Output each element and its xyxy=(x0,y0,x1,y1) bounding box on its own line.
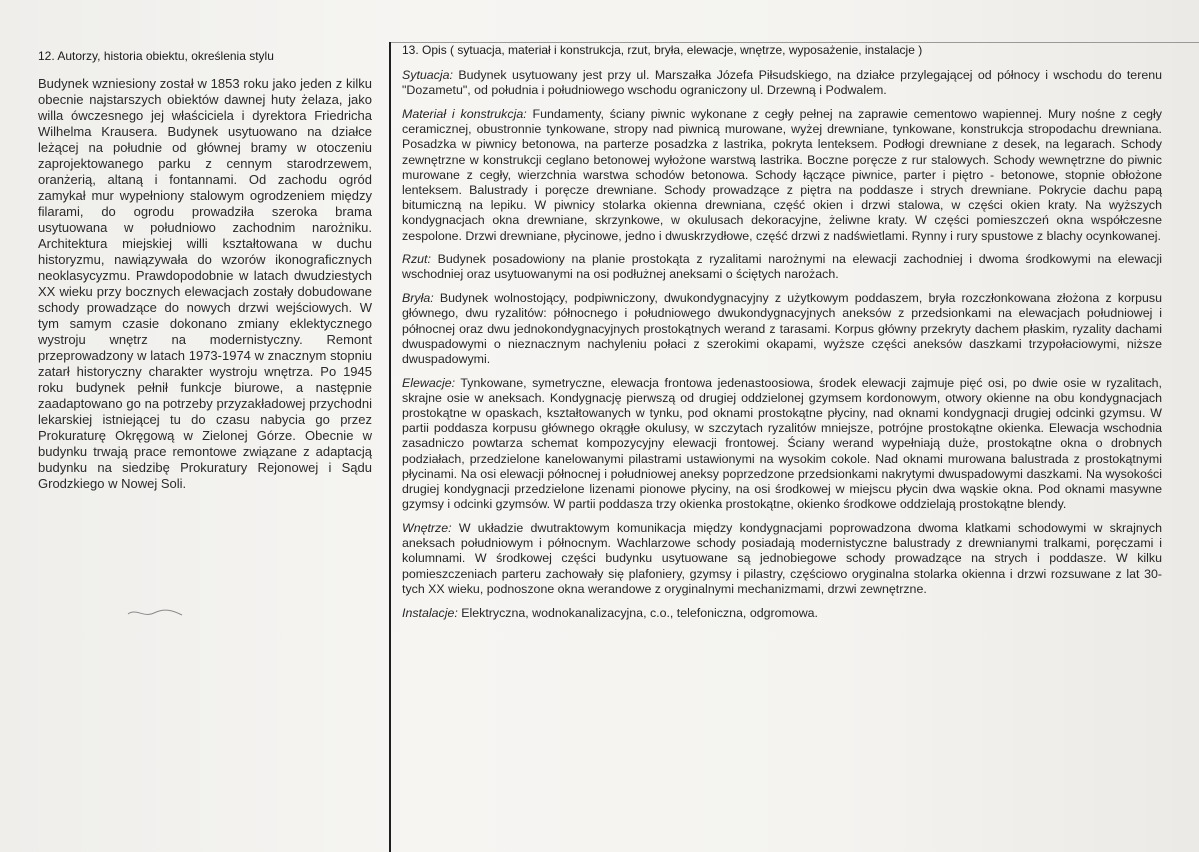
section-text: Fundamenty, ściany piwnic wykonane z cegły pełnej na zaprawie cementowo wapiennej. Mury nośne z cegły ceramicznej, obustronnie tynkowane, stropy nad piwnicą murowane, wyżej drewniane, tynkowane, konstrukcja stropodachu drewniana. Posadzka w piwnicy betonowa, na parterze posadzka z lastrika, pokryta lenteksem. Podłogi drewniane z desek, na legarach. Schody zewnętrzne w konstrukcji ceglano betonowej wyłożone warstwą lastrika. Boczne poręcze z rur stalowych. Schody wewnętrzne do piwnic murowane z cegły, wierzchnia warstwa schodów betonowa. Schody łączące piwnice, parter i piętro - betonowe, stopnie obłożone lenteksem. Balustrady i poręcze drewniane. Schody prowadzące z piętra na poddasze i strych drewniane. Pokrycie dachu papą bitumiczną na lepiku. W piwnicy stolarka okienna drewniana, część okien i drzwi stalowa, w części okien kraty. Na wyższych kondygnacjach okna drewniane, skrzynkowe, w okulusach dekoracyjne, żeliwne kraty. W części pomieszczeń okna współczesne zespolone. Drzwi drewniane, płycinowe, jedno i dwuskrzydłowe, część drzwi z nadświetlami. Rynny i rury spustowe z blachy ocynkowanej. xyxy=(402,106,1162,243)
section-label: Elewacje: xyxy=(402,375,456,390)
left-column xyxy=(38,48,372,492)
section-text: Budynek wolnostojący, podpiwniczony, dwukondygnacyjny z użytkowym poddaszem, bryła rozczłonkowana złożona z korpusu głównego, dwu ryzalitów: północnego i południowego dwukondygnacyjnych aneksów z przedsionkami na elewacjach południowej i północnej oraz dwu jednokondygnacyjnych prostokątnych werand z tarasami. Korpus główny przekryty dachem płaskim, ryzality dachami dwuspadowymi o nieznacznym nachyleniu połaci z szerokimi okapami, wyższe części aneksów daszkami trzypołaciowymi, niższe dwuspadowymi. xyxy=(402,291,1162,366)
section-material xyxy=(402,107,1162,244)
section-bryla xyxy=(402,291,1162,367)
column-divider xyxy=(389,42,391,852)
section-elewacje xyxy=(402,376,1162,513)
pen-squiggle xyxy=(126,606,186,620)
section-label: Sytuacja: xyxy=(402,68,453,82)
section-label: Instalacje: xyxy=(402,605,458,620)
left-body-text: Budynek wzniesiony został w 1853 roku jako jeden z kilku obecnie najstarszych obiektów dawnej huty żelaza, jako willa ówczesnego jej właściciela i dyrektora Friedricha Wilhelma Krausera. Budynek usytuowano na działce leżącej na południe od głównej bramy w otoczeniu zaprojektowanego parku z cennym starodrzewem, oranżerią, altaną i fontannami. Od zachodu ogród zamykał mur wypełniony stalowym ogrodzeniem między filarami, do ogrodu prowadziła szeroka brama usytuowana w południowo zachodnim narożniku. Architektura miejskiej willi kształtowana w duchu historyzmu, nawiązywała do wzorów ikonograficznych neoklasycyzmu. Prawdopodobnie w latach dwudziestych XX wieku przy bocznych elewacjach zostały dobudowane schody prowadzące do nowych drzwi wejściowych. W tym samym czasie dokonano zmiany eklektycznego wystroju wnętrz na modernistyczny. Remont przeprowadzony w latach 1973-1974 w znacznym stopniu zatarł historyczny charakter wystroju wnętrza. Po 1945 roku budynek pełnił funkcje biurowe, a następnie zaadaptowano go na potrzeby przyzakładowej przychodni lekarskiej istniejącej tu do czasu nabycia go przez Prokuraturę Okręgową w Zielonej Górze. Obecnie w budynku trwają prace remontowe związane z adaptacją budynku na siedzibę Prokuratury Rejonowej i Sądu Grodzkiego w Nowej Soli. xyxy=(38,76,372,491)
section-label: Rzut: xyxy=(402,252,431,267)
left-heading: 12. Autorzy, historia obiektu, określenia stylu xyxy=(38,49,274,63)
section-text: Tynkowane, symetryczne, elewacja frontowa jedenastoosiowa, środek elewacji zajmuje pięć osi, po dwie osie w ryzalitach, skrajne osie w aneksach. Kondygnację pierwszą od drugiej oddzielonej gzymsem kordonowym, otwory okienne na obu kondygnacjach prostokątne w opaskach, kształtowanych w tynku, pod oknami prostokątne płyciny, nad oknami kondygnacji drugiej odcinki gzymsu. W partii poddasza korpusu głównego okrągłe okulusy, w szczytach ryzalitów mniejsze, potrójne prostokątne okienka. Elewacja wschodnia zasadniczo powtarza schemat kompozycyjny elewacji frontowej. Ściany werand wypełniają duże, prostokątne okna o drobnych podziałach, przedzielone kanelowanymi pilastrami ustawionymi na wysokim cokole. Nad oknami murowana balustrada z prostokątnymi płycinami. Na osi elewacji północnej i południowej aneksy poprzedzone przedsionkami nakrytymi dwuspadowymi daszkami. Na wysokości drugiej kondygnacji przedzielone lizenami pionowe płyciny, na osi środkowej w miejscu płycin dwa wąskie okna. Pod oknami masywne gzymsy i odcinki gzymsów. W partii poddasza trzy okienka prostokątne, okienko środkowe oddzielają prostokątne blendy. xyxy=(402,375,1162,512)
section-instalacje xyxy=(402,606,1162,621)
section-label: Bryła: xyxy=(402,291,434,306)
section-text: Budynek posadowiony na planie prostokąta z ryzalitami narożnymi na elewacji zachodniej i dwoma środkowymi na elewacji wschodniej oraz usytuowanymi na osi podłużnej aneksami o ściętych narożach. xyxy=(402,252,1162,282)
section-label: Wnętrze: xyxy=(402,520,452,535)
right-heading: 13. Opis ( sytuacja, materiał i konstrukcja, rzut, bryła, elewacje, wnętrze, wyposażenie, instalacje ) xyxy=(402,43,923,57)
right-column xyxy=(402,42,1162,629)
section-wnetrze xyxy=(402,521,1162,597)
section-sytuacja xyxy=(402,68,1162,98)
section-text: W układzie dwutraktowym komunikacja między kondygnacjami poprowadzona dwoma klatkami schodowymi w skrajnych aneksach południowym i północnym. Wachlarzowe schody posiadają modernistyczne balustrady z drewnianymi tralkami, poręczami i kolumnami. W środkowej części budynku usytuowane są jednobiegowe schody prowadzące na strych i poddasze. W kilku pomieszczeniach parteru zachowały się plafoniery, gzymsy i pilastry, częściowo oryginalna stolarka okienna i drzwi rozsuwane z lat 30-tych XX wieku, podnoszone okna werandowe z oryginalnymi mechanizmami, drzwi zewnętrzne. xyxy=(402,520,1162,596)
section-text: Elektryczna, wodnokanalizacyjna, c.o., telefoniczna, odgromowa. xyxy=(457,605,819,620)
section-text: Budynek usytuowany jest przy ul. Marszałka Józefa Piłsudskiego, na działce przylegającej od północy i wschodu do terenu "Dozametu", od południa i południowego wschodu ograniczony ul. Drzewną i Podwalem. xyxy=(402,68,1162,98)
section-label: Materiał i konstrukcja: xyxy=(402,106,527,121)
section-rzut xyxy=(402,252,1162,282)
